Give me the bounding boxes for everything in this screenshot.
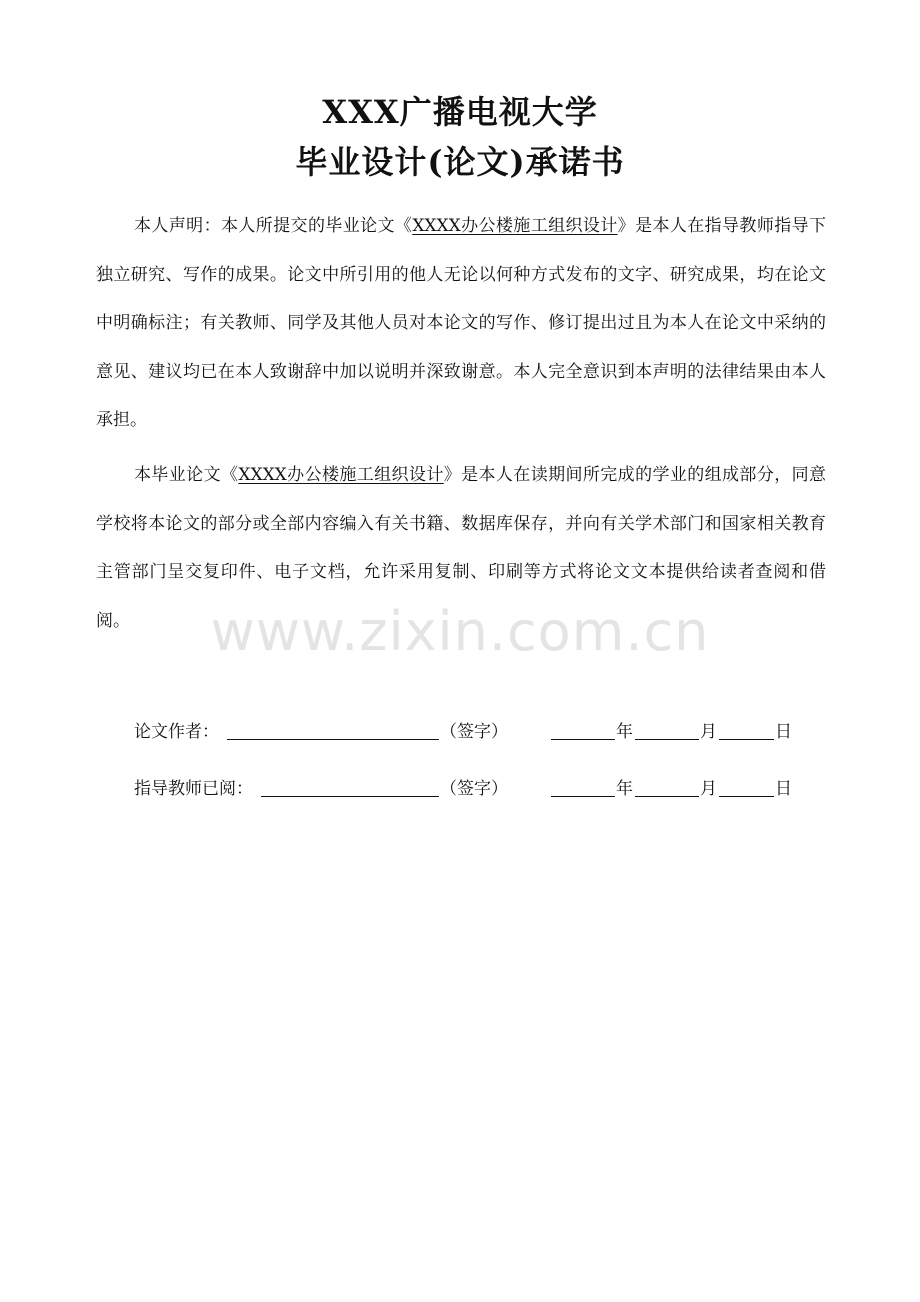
year-blank[interactable] xyxy=(551,774,615,797)
university-title: XXX广播电视大学 xyxy=(322,93,598,131)
sign-note: （签字） xyxy=(440,722,508,742)
day-blank[interactable] xyxy=(719,717,774,740)
consent-text-before: 本毕业论文《 xyxy=(134,465,239,485)
thesis-title-underlined: XXXX办公楼施工组织设计 xyxy=(238,465,444,485)
day-label: 日 xyxy=(775,722,792,742)
advisor-label: 指导教师已阅： xyxy=(134,779,253,799)
author-signature-row xyxy=(134,717,834,747)
year-label: 年 xyxy=(616,722,633,742)
advisor-signature-line[interactable] xyxy=(261,774,439,797)
year-label: 年 xyxy=(616,779,633,799)
declaration-text-after: 》是本人在指导教师指导下独立研究、写作的成果。论文中所引用的他人无论以何种方式发布的文字、研究成果，均在论文中明确标注；有关教师、同学及其他人员对本论文的写作、修订提出过且为本人在论文中采纳的意见、建议均已在本人致谢辞中加以说明并深致谢意。本人完全意识到本声明的法律结果由本人承担。 xyxy=(96,216,827,431)
month-label: 月 xyxy=(700,779,717,799)
consent-paragraph xyxy=(96,451,826,645)
day-label: 日 xyxy=(775,779,792,799)
thesis-title-underlined: XXXX办公楼施工组织设计 xyxy=(412,216,618,236)
month-blank[interactable] xyxy=(635,774,699,797)
declaration-paragraph xyxy=(96,202,826,445)
consent-text-after: 》是本人在读期间所完成的学业的组成部分，同意学校将本论文的部分或全部内容编入有关书籍、数据库保存，并向有关学术部门和国家相关教育主管部门呈交复印件、电子文档，允许采用复制、印刷等方式将论文文本提供给读者查阅和借阅。 xyxy=(96,465,827,631)
day-blank[interactable] xyxy=(719,774,774,797)
month-blank[interactable] xyxy=(635,717,699,740)
month-label: 月 xyxy=(700,722,717,742)
advisor-signature-row xyxy=(134,774,834,804)
site-watermark: www.zixin.com.cn xyxy=(210,600,710,663)
pledge-title: 毕业设计(论文)承诺书 xyxy=(295,143,625,181)
declaration-text-before: 本人声明：本人所提交的毕业论文《 xyxy=(134,216,413,236)
year-blank[interactable] xyxy=(551,717,615,740)
author-signature-line[interactable] xyxy=(227,717,439,740)
sign-note: （签字） xyxy=(440,779,508,799)
author-label: 论文作者： xyxy=(134,722,219,742)
